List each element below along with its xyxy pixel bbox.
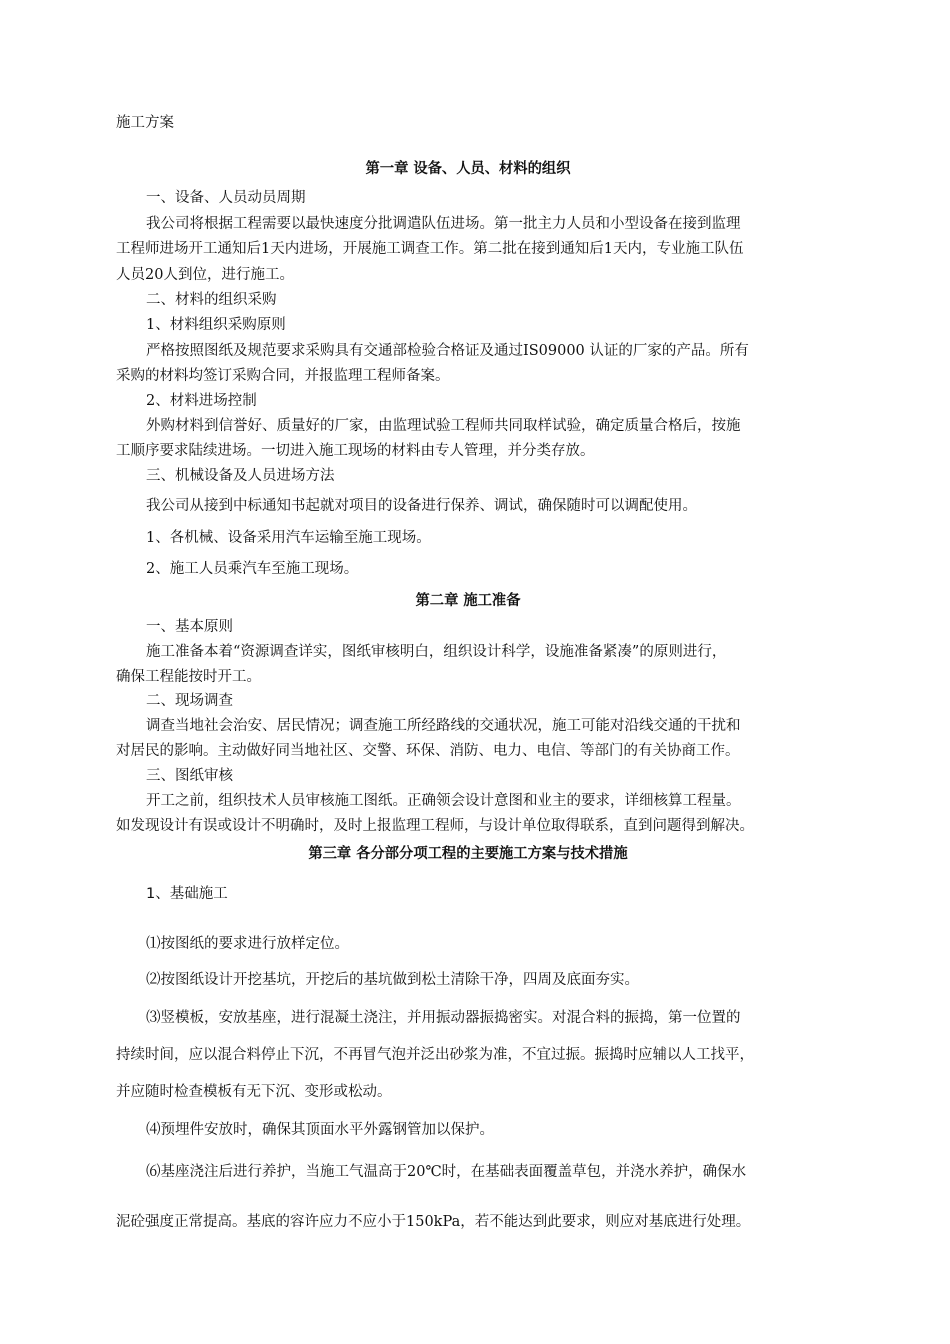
paragraph-line: 工程师进场开工通知后1天内进场，开展施工调查工作。第二批在接到通知后1天内，专业施工队伍: [116, 241, 744, 257]
paragraph-line: 采购的材料均签订采购合同，并报监理工程师备案。: [116, 368, 450, 384]
section-heading: 一、设备、人员动员周期: [146, 190, 306, 206]
paragraph-line: 如发现设计有误或设计不明确时，及时上报监理工程师，与设计单位取得联系，直到问题得到解决。: [116, 818, 754, 834]
paragraph-line: 我公司从接到中标通知书起就对项目的设备进行保养、调试，确保随时可以调配使用。: [146, 498, 697, 514]
paragraph-line: 我公司将根据工程需要以最快速度分批调遣队伍进场。第一批主力人员和小型设备在接到监理: [146, 216, 741, 232]
list-item: ⑹基座浇注后进行养护，当施工气温高于20℃时，在基础表面覆盖草包，并浇水养护，确保水: [146, 1164, 747, 1180]
chapter-1-title: 第一章 设备、人员、材料的组织: [365, 160, 571, 177]
section-heading: 二、现场调查: [146, 693, 233, 709]
section-heading: 1、基础施工: [146, 886, 228, 902]
list-item: ⑶竖模板，安放基座，进行混凝土浇注，并用振动器振捣密实。对混合料的振捣，第一位置的: [146, 1010, 741, 1026]
paragraph-line: 工顺序要求陆续进场。一切进入施工现场的材料由专人管理，并分类存放。: [116, 443, 595, 459]
list-item: ⑵按图纸设计开挖基坑，开挖后的基坑做到松土清除干净，四周及底面夯实。: [146, 972, 639, 988]
section-heading: 三、机械设备及人员进场方法: [146, 468, 335, 484]
chapter-3-title: 第三章 各分部分项工程的主要施工方案与技术措施: [308, 845, 628, 862]
list-item: 并应随时检查模板有无下沉、变形或松动。: [116, 1084, 392, 1100]
paragraph-line: 1、各机械、设备采用汽车运输至施工现场。: [146, 530, 431, 546]
section-heading: 一、基本原则: [146, 619, 233, 635]
paragraph-line: 外购材料到信誉好、质量好的厂家，由监理试验工程师共同取样试验，确定质量合格后，按施: [146, 418, 741, 434]
paragraph-line: 确保工程能按时开工。: [116, 669, 261, 685]
paragraph-line: 调查当地社会治安、居民情况；调查施工所经路线的交通状况，施工可能对沿线交通的干扰和: [146, 718, 741, 734]
paragraph-line: 施工准备本着“资源调查详实，图纸审核明白，组织设计科学，设施准备紧凑”的原则进行，: [146, 644, 727, 660]
list-item: ⑴按图纸的要求进行放样定位。: [146, 936, 349, 952]
subsection-heading: 2、材料进场控制: [146, 393, 257, 409]
paragraph-line: 对居民的影响。主动做好同当地社区、交警、环保、消防、电力、电信、等部门的有关协商工作。: [116, 743, 740, 759]
section-heading: 二、材料的组织采购: [146, 292, 277, 308]
subsection-heading: 1、材料组织采购原则: [146, 317, 286, 333]
doc-title: 施工方案: [116, 115, 174, 131]
list-item: 持续时间，应以混合料停止下沉，不再冒气泡并泛出砂浆为准，不宜过振。振捣时应辅以人工找平，: [116, 1047, 754, 1063]
list-item: ⑷预埋件安放时，确保其顶面水平外露钢管加以保护。: [146, 1122, 494, 1138]
paragraph-line: 开工之前，组织技术人员审核施工图纸。正确领会设计意图和业主的要求，详细核算工程量。: [146, 793, 741, 809]
list-item: 泥砼强度正常提高。基底的容许应力不应小于150kPa，若不能达到此要求，则应对基底进行处理。: [116, 1214, 751, 1230]
paragraph-line: 2、施工人员乘汽车至施工现场。: [146, 561, 359, 577]
paragraph-line: 人员20人到位，进行施工。: [116, 267, 294, 283]
chapter-2-title: 第二章 施工准备: [415, 592, 521, 609]
paragraph-line: 严格按照图纸及规范要求采购具有交通部检验合格证及通过IS09000 认证的厂家的产品。所有: [146, 343, 749, 359]
section-heading: 三、图纸审核: [146, 768, 233, 784]
